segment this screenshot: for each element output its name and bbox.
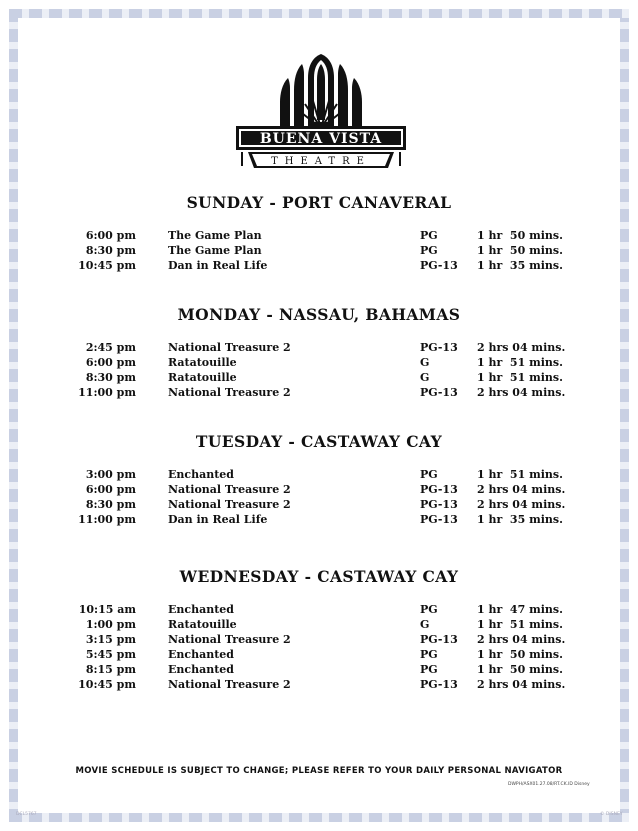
showtime-row xyxy=(0,386,638,401)
movie-rating: PG-13 xyxy=(420,386,458,399)
movie-runtime: 1 hr 51 mins. xyxy=(477,618,563,631)
showtime-row xyxy=(0,633,638,648)
buena-vista-theatre-logo xyxy=(228,50,414,174)
day-heading: WEDNESDAY - CASTAWAY CAY xyxy=(179,567,459,586)
movie-runtime: 2 hrs 04 mins. xyxy=(477,498,566,511)
showtime: 8:30 pm xyxy=(85,371,136,384)
movie-title: National Treasure 2 xyxy=(168,386,291,399)
showtime: 1:00 pm xyxy=(85,618,136,631)
movie-runtime: 1 hr 51 mins. xyxy=(477,356,563,369)
movie-title: Enchanted xyxy=(168,603,234,616)
movie-rating: G xyxy=(420,371,430,384)
showtime-row xyxy=(0,468,638,483)
movie-title: Ratatouille xyxy=(168,356,237,369)
schedule-disclaimer: MOVIE SCHEDULE IS SUBJECT TO CHANGE; PLEASE REFER TO YOUR DAILY PERSONAL NAVIGATOR xyxy=(75,766,563,776)
showtime: 2:45 pm xyxy=(85,341,136,354)
day-heading: TUESDAY - CASTAWAY CAY xyxy=(195,432,443,451)
showtime-row xyxy=(0,244,638,259)
movie-title: National Treasure 2 xyxy=(168,498,291,511)
showtime-row xyxy=(0,648,638,663)
movie-rating: PG-13 xyxy=(420,678,458,691)
movie-runtime: 1 hr 50 mins. xyxy=(477,648,563,661)
showtime: 6:00 pm xyxy=(85,356,136,369)
showtime: 11:00 pm xyxy=(78,513,136,526)
movie-rating: G xyxy=(420,618,430,631)
movie-rating: PG xyxy=(420,229,438,242)
movie-title: Dan in Real Life xyxy=(168,259,268,272)
showtime-row xyxy=(0,259,638,274)
movie-runtime: 2 hrs 04 mins. xyxy=(477,678,566,691)
movie-title: National Treasure 2 xyxy=(168,678,291,691)
movie-title: Ratatouille xyxy=(168,618,237,631)
movie-title: Enchanted xyxy=(168,663,234,676)
day-heading: SUNDAY - PORT CANAVERAL xyxy=(186,193,452,212)
showtime-row xyxy=(0,341,638,356)
movie-rating: PG-13 xyxy=(420,341,458,354)
movie-rating: PG xyxy=(420,663,438,676)
movie-title: Enchanted xyxy=(168,468,234,481)
movie-title: Enchanted xyxy=(168,648,234,661)
movie-runtime: 1 hr 35 mins. xyxy=(477,513,563,526)
day-heading: MONDAY - NASSAU, BAHAMAS xyxy=(177,305,461,324)
movie-rating: PG-13 xyxy=(420,259,458,272)
showtime: 6:00 pm xyxy=(85,229,136,242)
showtime-row xyxy=(0,356,638,371)
showtime: 10:45 pm xyxy=(78,678,136,691)
movie-runtime: 2 hrs 04 mins. xyxy=(477,386,566,399)
showtime-row xyxy=(0,678,638,693)
showtime: 10:15 am xyxy=(78,603,136,616)
movie-title: National Treasure 2 xyxy=(168,633,291,646)
showtime-row xyxy=(0,513,638,528)
movie-runtime: 1 hr 51 mins. xyxy=(477,468,563,481)
document-code: DWPH/ASX01.27.08/RT.CK.ID Disney xyxy=(508,782,590,787)
movie-rating: PG xyxy=(420,648,438,661)
movie-runtime: 2 hrs 04 mins. xyxy=(477,633,566,646)
movie-runtime: 1 hr 50 mins. xyxy=(477,229,563,242)
showtime: 6:00 pm xyxy=(85,483,136,496)
movie-title: National Treasure 2 xyxy=(168,483,291,496)
movie-title: Ratatouille xyxy=(168,371,237,384)
movie-runtime: 1 hr 50 mins. xyxy=(477,244,563,257)
movie-rating: G xyxy=(420,356,430,369)
movie-runtime: 1 hr 51 mins. xyxy=(477,371,563,384)
showtime-row xyxy=(0,603,638,618)
movie-runtime: 2 hrs 04 mins. xyxy=(477,341,566,354)
movie-rating: PG-13 xyxy=(420,633,458,646)
movie-rating: PG xyxy=(420,468,438,481)
showtime: 10:45 pm xyxy=(78,259,136,272)
logo-line1: BUENA VISTA xyxy=(259,131,383,147)
movie-rating: PG xyxy=(420,244,438,257)
showtime-row xyxy=(0,483,638,498)
movie-runtime: 1 hr 35 mins. xyxy=(477,259,563,272)
movie-title: National Treasure 2 xyxy=(168,341,291,354)
movie-rating: PG-13 xyxy=(420,498,458,511)
movie-runtime: 1 hr 50 mins. xyxy=(477,663,563,676)
movie-runtime: 2 hrs 04 mins. xyxy=(477,483,566,496)
showtime-row xyxy=(0,498,638,513)
showtime-row xyxy=(0,371,638,386)
showtime-row xyxy=(0,663,638,678)
showtime: 5:45 pm xyxy=(85,648,136,661)
showtime: 11:00 pm xyxy=(78,386,136,399)
movie-title: Dan in Real Life xyxy=(168,513,268,526)
showtime: 3:00 pm xyxy=(85,468,136,481)
showtime-row xyxy=(0,618,638,633)
showtime-row xyxy=(0,229,638,244)
showtime: 8:15 pm xyxy=(85,663,136,676)
logo-line2: THEATRE xyxy=(271,156,371,167)
form-number: DCL5767 xyxy=(16,812,37,817)
showtime: 8:30 pm xyxy=(85,498,136,511)
showtime: 3:15 pm xyxy=(85,633,136,646)
movie-title: The Game Plan xyxy=(168,229,262,242)
copyright-mark: © DISNEY xyxy=(600,812,623,817)
movie-rating: PG-13 xyxy=(420,483,458,496)
showtime: 8:30 pm xyxy=(85,244,136,257)
movie-rating: PG xyxy=(420,603,438,616)
movie-title: The Game Plan xyxy=(168,244,262,257)
movie-rating: PG-13 xyxy=(420,513,458,526)
movie-runtime: 1 hr 47 mins. xyxy=(477,603,563,616)
